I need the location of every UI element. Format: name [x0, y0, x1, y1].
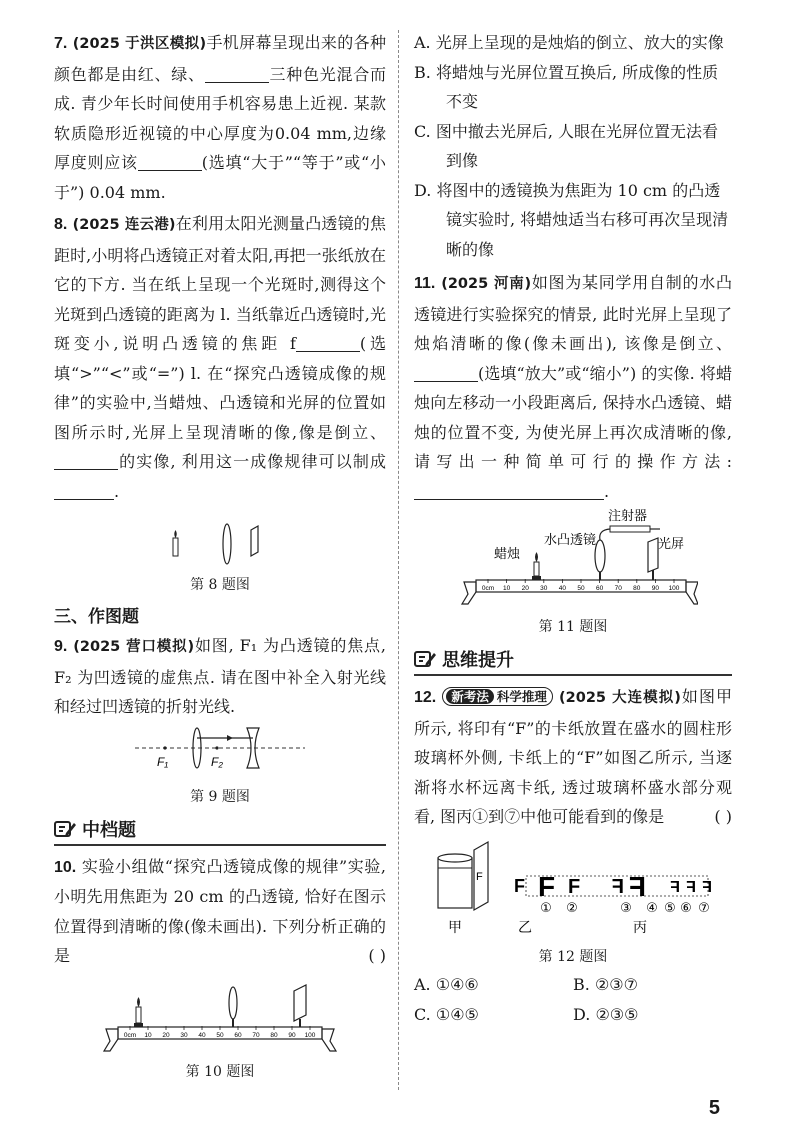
option-text: 图中撤去光屏后, 人眼在光屏位置无法看到像 — [435, 121, 719, 170]
ruler-label: 80 — [270, 1031, 278, 1039]
image-number: ⑤ — [664, 899, 676, 915]
candle-body — [136, 1007, 141, 1023]
ruler-label: 50 — [577, 585, 585, 592]
answer-blank[interactable] — [54, 451, 118, 470]
ruler-label: 0cm — [123, 1031, 137, 1039]
ruler-label: 20 — [162, 1031, 170, 1039]
question-text: (选填“大于”“等于”或“小于”) 0.04 mm. — [54, 153, 386, 202]
right-column — [414, 28, 732, 1030]
question-11 — [414, 268, 732, 506]
answer-blank[interactable] — [205, 64, 269, 83]
question-12-options-row-2 — [414, 1000, 732, 1030]
question-source: (2025 于洪区模拟) — [72, 36, 207, 52]
option-text: ①④⑤ — [435, 1004, 479, 1024]
figure-10-diagram — [100, 979, 340, 1053]
figure-caption: 第 12 题图 — [538, 948, 608, 965]
figure-9 — [54, 726, 386, 806]
syringe-icon — [610, 526, 650, 532]
question-text: 在利用太阳光测量凸透镜的焦距时,小明将凸透镜正对着太阳,再把一张纸放在它的下方. 当在纸上呈现一个光斑时,测得这个光斑到凸透镜的距离为 l. 当纸靠近凸透镜时,光斑变小,说明凸透镜的焦距 f — [54, 214, 386, 353]
left-column — [54, 28, 386, 1081]
option-b[interactable] — [573, 970, 732, 1000]
section-heading: 三、作图题 — [54, 607, 139, 627]
figure-caption: 第 8 题图 — [190, 577, 250, 593]
option-b[interactable] — [414, 58, 732, 117]
question-source: (2025 连云港) — [72, 217, 176, 233]
bench-leg-left — [462, 582, 476, 604]
question-number: 9. — [54, 638, 68, 655]
ruler-label: 0cm — [481, 585, 495, 592]
image-2: F — [568, 875, 581, 898]
ruler-label: 100 — [668, 585, 680, 592]
answer-blank[interactable] — [54, 481, 114, 500]
answer-blank[interactable] — [138, 152, 202, 171]
pen-icon — [414, 650, 436, 668]
question-source: (2025 大连模拟) — [559, 690, 681, 706]
image-numbers — [540, 900, 710, 915]
option-c[interactable] — [414, 1000, 573, 1030]
question-number: 10. — [54, 858, 77, 876]
card-f-letter: F — [476, 870, 483, 883]
image-6: F — [686, 878, 696, 896]
ruler-label: 60 — [234, 1031, 242, 1039]
option-label: B. — [414, 62, 431, 82]
convex-lens — [223, 524, 231, 564]
question-12 — [414, 682, 732, 832]
image-number: ① — [540, 899, 552, 915]
badge-reasoning: 科学推理 — [496, 689, 547, 704]
image-number: ⑥ — [680, 899, 692, 915]
image-number: ④ — [646, 899, 658, 915]
label-candle: 蜡烛 — [494, 546, 521, 561]
candle-flame — [535, 552, 538, 562]
option-a[interactable] — [414, 970, 573, 1000]
label-yi: 乙 — [518, 918, 532, 935]
figure-8 — [54, 516, 386, 594]
question-text: 如图甲所示, 将印有“F”的卡纸放置在盛水的圆柱形玻璃杯外侧, 卡纸上的“F”如图乙所示, 当逐渐将水杯远离卡纸, 透过玻璃杯盛水部分观看, 图丙①到⑦中他可能看到的像是 — [414, 687, 732, 826]
option-a[interactable] — [414, 28, 732, 58]
question-text: 如图, F₁ 为凸透镜的焦点, F₂ 为凹透镜的虚焦点. 请在图中补全入射光线和经过凹透镜的折射光线. — [54, 636, 386, 716]
figure-10 — [54, 979, 386, 1081]
question-12-options-row-1 — [414, 970, 732, 1000]
candle-body — [534, 562, 539, 576]
option-text: ②③⑦ — [594, 974, 638, 994]
question-text: . — [604, 481, 610, 501]
image-5: F — [670, 878, 680, 896]
question-number: 12. — [414, 689, 437, 706]
question-8 — [54, 209, 386, 506]
ruler-label: 90 — [288, 1031, 296, 1039]
ruler-label: 20 — [521, 585, 529, 592]
figure-8-diagram — [155, 516, 285, 566]
question-source: (2025 河南) — [441, 276, 532, 292]
option-label: C. — [414, 1004, 431, 1024]
option-label: A. — [414, 33, 431, 52]
image-number: ⑦ — [698, 899, 710, 915]
figure-caption: 第 9 题图 — [190, 788, 250, 805]
ruler-label: 100 — [304, 1031, 316, 1039]
water-lens — [595, 540, 605, 572]
option-c[interactable] — [414, 117, 732, 176]
question-text: 手机屏幕呈现出来的各种颜色都是由红、绿、 — [54, 33, 386, 84]
option-text: ①④⑥ — [435, 974, 479, 994]
ruler-label: 10 — [502, 585, 511, 592]
syringe-tube — [600, 529, 610, 540]
candle-flame — [137, 997, 140, 1007]
option-d[interactable] — [573, 1000, 732, 1030]
question-source: (2025 营口模拟) — [73, 639, 195, 655]
question-number: 11. — [414, 275, 436, 292]
candle-holder — [532, 576, 541, 580]
question-text: 实验小组做“探究凸透镜成像的规律”实验, 小明先用焦距为 20 cm 的凸透镜, 恰好在图示位置得到清晰的像(像未画出). 下列分析正确的是 — [54, 856, 386, 965]
label-jia: 甲 — [448, 918, 462, 935]
question-10 — [54, 852, 386, 971]
ruler-label: 90 — [651, 585, 660, 592]
option-d[interactable] — [414, 176, 732, 265]
question-text: 三种色光混合而成. 青少年长时间使用手机容易患上近视. 某款软质隐形近视镜的中心厚度为0.04 mm,边缘厚度则应该 — [54, 64, 386, 172]
answer-blank[interactable] — [296, 333, 360, 352]
question-9 — [54, 631, 386, 722]
answer-parentheses[interactable]: ( ) — [368, 946, 386, 965]
method-badge — [442, 687, 553, 706]
question-text: (选填“>”“<”或“=”) l. 在“探究凸透镜成像的规律”的实验中,当蜡烛、凸透镜和光屏的位置如图所示时,光屏上呈现清晰的像,像是倒立、 — [54, 334, 386, 442]
section-title: 中档题 — [82, 819, 136, 841]
ruler-label: 30 — [540, 585, 548, 592]
ruler-label: 60 — [595, 585, 604, 592]
option-label: A. — [414, 974, 431, 994]
image-7: F — [702, 878, 712, 896]
bench-leg-right — [322, 1029, 336, 1051]
option-text: 将蜡烛与光屏位置互换后, 所成像的性质不变 — [435, 62, 719, 111]
figure-12 — [414, 838, 732, 966]
light-screen — [648, 538, 658, 572]
label-f2: F₂ — [211, 754, 223, 769]
image-3: F — [611, 875, 624, 898]
pen-icon — [54, 820, 76, 838]
figure-9-diagram[interactable] — [135, 726, 305, 778]
option-text: 光屏上呈现的是烛焰的倒立、放大的实像 — [435, 33, 724, 52]
option-label: D. — [414, 180, 432, 200]
question-text: . — [114, 481, 120, 501]
label-screen: 光屏 — [658, 536, 685, 551]
page-number: 5 — [708, 1097, 720, 1119]
option-label: B. — [573, 974, 590, 994]
convex-lens — [229, 987, 237, 1019]
ruler-label: 50 — [216, 1031, 224, 1039]
label-syringe: 注射器 — [608, 508, 648, 523]
figure-caption: 第 10 题图 — [185, 1063, 255, 1080]
glass-cup — [438, 858, 472, 908]
ruler-label: 30 — [180, 1031, 188, 1039]
question-7 — [54, 28, 386, 207]
ruler-label: 80 — [633, 585, 641, 592]
light-screen — [294, 985, 306, 1021]
label-f1: F₁ — [157, 754, 169, 769]
glass-rim — [438, 854, 472, 862]
figure-caption: 第 11 题图 — [538, 619, 608, 635]
bench-leg-left — [104, 1029, 118, 1051]
figure-11-diagram — [448, 508, 698, 608]
option-label: C. — [414, 121, 431, 141]
option-label: D. — [573, 1004, 591, 1024]
ruler-label: 10 — [144, 1031, 152, 1039]
answer-blank[interactable] — [414, 363, 478, 382]
think-section-heading — [414, 646, 732, 676]
ruler-label: 70 — [252, 1031, 260, 1039]
badge-new-method: 新考法 — [446, 689, 494, 704]
candle-body — [173, 538, 178, 556]
question-number: 8. — [54, 216, 68, 233]
candle-flame — [174, 530, 177, 538]
section-title: 思维提升 — [442, 650, 514, 671]
arrow-icon — [227, 735, 233, 741]
figure-12-diagram — [418, 838, 728, 938]
image-number: ③ — [620, 899, 632, 915]
ruler-label: 40 — [558, 585, 567, 592]
question-10-options — [414, 28, 732, 264]
answer-parentheses[interactable]: ( ) — [714, 807, 732, 826]
option-text: 将图中的透镜换为焦距为 10 cm 的凸透镜实验时, 将蜡烛适当右移可再次呈现清晰的像 — [436, 180, 729, 259]
label-water-lens: 水凸透镜 — [544, 532, 597, 547]
ruler-label: 70 — [614, 585, 622, 592]
column-divider — [398, 30, 399, 1090]
ruler-label: 40 — [198, 1031, 206, 1039]
image-number: ② — [566, 899, 578, 915]
question-text: 如图为某同学用自制的水凸透镜进行实验探究的情景, 此时光屏上呈现了烛焰清晰的像(像未画出), 该像是倒立、 — [414, 273, 732, 353]
focus-point-f2 — [215, 746, 218, 749]
answer-blank[interactable] — [414, 481, 604, 500]
question-number: 7. — [54, 35, 68, 52]
bench-leg-right — [686, 582, 698, 604]
mid-section-heading — [54, 816, 386, 846]
focus-point-f1 — [163, 746, 166, 749]
figure-11 — [414, 508, 732, 636]
option-text: ②③⑤ — [595, 1004, 639, 1024]
image-f-original: F — [514, 875, 525, 896]
question-text: 的实像, 利用这一成像规律可以制成 — [118, 452, 386, 471]
image-1: F — [538, 870, 556, 902]
image-4: F — [628, 870, 646, 902]
label-bing: 丙 — [633, 918, 647, 935]
question-text: (选填“放大”或“缩小”) 的实像. 将蜡烛向左移动一小段距离后, 保持水凸透镜、蜡烛的位置不变, 为使光屏上再次成清晰的像, 请写出一种简单可行的操作方法: — [414, 363, 732, 471]
light-screen — [251, 526, 258, 556]
candle-holder — [134, 1023, 143, 1027]
